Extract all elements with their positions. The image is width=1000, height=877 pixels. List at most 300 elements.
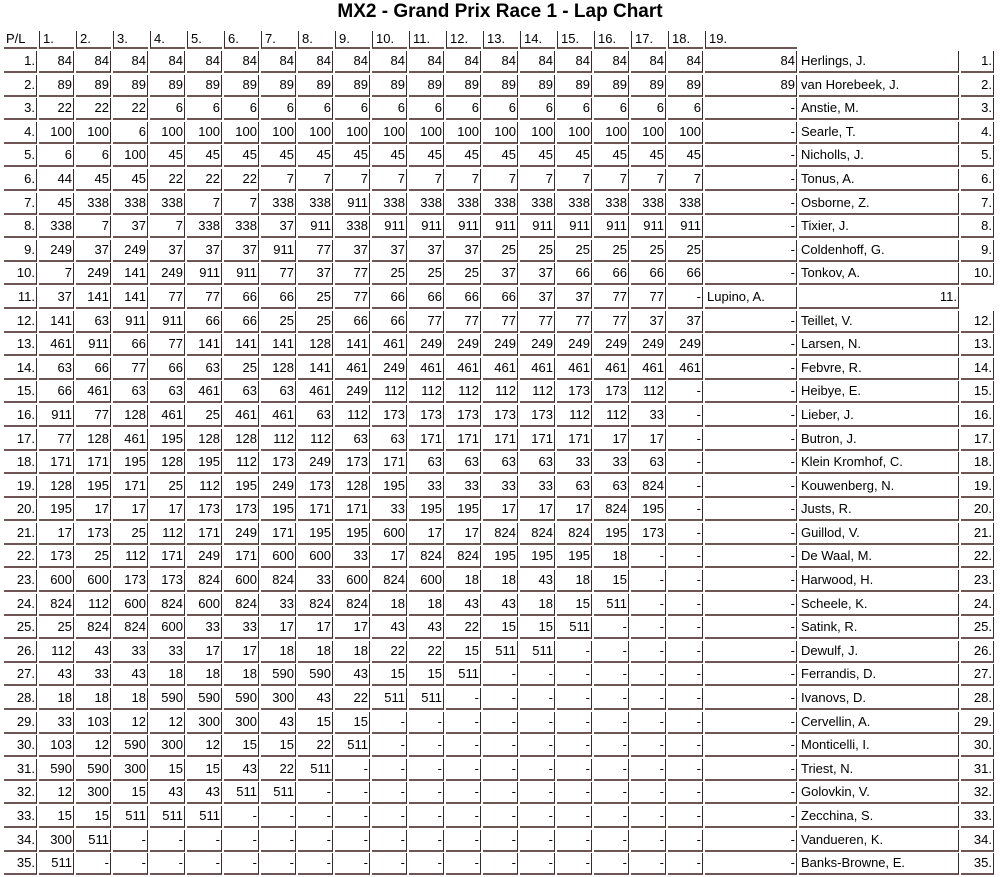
lap-cell: 33 bbox=[446, 476, 481, 498]
lap-cell: 195 bbox=[261, 499, 296, 521]
lap-cell: - bbox=[298, 853, 333, 875]
lap-cell: 45 bbox=[483, 145, 518, 167]
lap-cell: 173 bbox=[150, 570, 185, 592]
lap-cell: 195 bbox=[76, 476, 111, 498]
lap-cell: 338 bbox=[298, 193, 333, 215]
table-row bbox=[4, 145, 996, 169]
lap-cell: 63 bbox=[594, 476, 629, 498]
lap-cell: 45 bbox=[668, 145, 703, 167]
table-row bbox=[4, 263, 996, 287]
lap-cell: - bbox=[631, 853, 666, 875]
lap-cell: 17 bbox=[298, 617, 333, 639]
lap-cell: - bbox=[483, 853, 518, 875]
rider-name: Ivanovs, D. bbox=[799, 688, 959, 710]
lap-cell: 77 bbox=[113, 358, 148, 380]
position-label: 33. bbox=[4, 806, 37, 828]
lap-cell: 824 bbox=[372, 570, 407, 592]
lap-cell: - bbox=[705, 122, 797, 144]
lap-cell: - bbox=[705, 546, 797, 568]
table-body bbox=[4, 51, 996, 877]
lap-cell: 600 bbox=[409, 570, 444, 592]
lap-cell: 141 bbox=[76, 287, 111, 309]
lap-cell: - bbox=[483, 712, 518, 734]
lap-cell: 195 bbox=[372, 476, 407, 498]
lap-cell: 12 bbox=[150, 712, 185, 734]
lap-cell: - bbox=[446, 806, 481, 828]
lap-cell: 18 bbox=[187, 664, 222, 686]
position-label: 27. bbox=[4, 664, 37, 686]
lap-cell: 195 bbox=[39, 499, 74, 521]
lap-cell: - bbox=[631, 712, 666, 734]
lap-cell: 12 bbox=[39, 782, 74, 804]
lap-cell: 590 bbox=[187, 688, 222, 710]
lap-cell: 89 bbox=[113, 75, 148, 97]
lap-cell: 171 bbox=[261, 523, 296, 545]
lap-cell: 17 bbox=[409, 523, 444, 545]
lap-cell: 249 bbox=[594, 334, 629, 356]
lap-cell: 89 bbox=[705, 75, 797, 97]
lap-cell: 112 bbox=[187, 476, 222, 498]
lap-cell: 249 bbox=[335, 381, 370, 403]
lap-cell: - bbox=[705, 263, 797, 285]
header-lap-6: 6. bbox=[224, 31, 259, 49]
lap-cell: 300 bbox=[187, 712, 222, 734]
lap-cell: 128 bbox=[298, 334, 333, 356]
table-row bbox=[4, 806, 996, 830]
position-label: 28. bbox=[4, 688, 37, 710]
lap-cell: - bbox=[705, 145, 797, 167]
lap-cell: 84 bbox=[39, 51, 74, 73]
lap-cell: 911 bbox=[631, 216, 666, 238]
lap-cell: 66 bbox=[113, 334, 148, 356]
final-position: 14. bbox=[961, 358, 994, 380]
lap-cell: - bbox=[446, 688, 481, 710]
final-position: 13. bbox=[961, 334, 994, 356]
lap-cell: 43 bbox=[113, 664, 148, 686]
lap-cell: 77 bbox=[150, 287, 185, 309]
lap-cell: 461 bbox=[668, 358, 703, 380]
lap-cell: 33 bbox=[187, 617, 222, 639]
lap-cell: 6 bbox=[298, 98, 333, 120]
position-label: 20. bbox=[4, 499, 37, 521]
lap-cell: 43 bbox=[39, 664, 74, 686]
lap-cell: 300 bbox=[76, 782, 111, 804]
lap-cell: 7 bbox=[668, 169, 703, 191]
table-row bbox=[4, 75, 996, 99]
lap-cell: 6 bbox=[150, 98, 185, 120]
lap-cell: 600 bbox=[39, 570, 74, 592]
position-label: 22. bbox=[4, 546, 37, 568]
lap-cell: 89 bbox=[76, 75, 111, 97]
lap-cell: 338 bbox=[557, 193, 592, 215]
lap-cell: 6 bbox=[372, 98, 407, 120]
lap-cell: - bbox=[520, 853, 555, 875]
lap-cell: 100 bbox=[76, 122, 111, 144]
lap-cell: 77 bbox=[187, 287, 222, 309]
lap-cell: 18 bbox=[76, 688, 111, 710]
position-label: 8. bbox=[4, 216, 37, 238]
lap-cell: - bbox=[594, 712, 629, 734]
lap-cell: 112 bbox=[335, 405, 370, 427]
header-lap-1: 1. bbox=[39, 31, 74, 49]
lap-cell: 33 bbox=[39, 712, 74, 734]
lap-cell: 911 bbox=[298, 216, 333, 238]
lap-cell: 100 bbox=[39, 122, 74, 144]
lap-cell: 17 bbox=[113, 499, 148, 521]
lap-cell: 25 bbox=[372, 263, 407, 285]
lap-cell: 824 bbox=[76, 617, 111, 639]
rider-name: Klein Kromhof, C. bbox=[799, 452, 959, 474]
rider-name: Heibye, E. bbox=[799, 381, 959, 403]
lap-cell: 45 bbox=[298, 145, 333, 167]
lap-cell: 66 bbox=[557, 263, 592, 285]
lap-cell: 511 bbox=[187, 806, 222, 828]
rider-name: Anstie, M. bbox=[799, 98, 959, 120]
lap-cell: 249 bbox=[224, 523, 259, 545]
position-label: 21. bbox=[4, 523, 37, 545]
lap-cell: 824 bbox=[446, 546, 481, 568]
lap-cell: - bbox=[668, 570, 703, 592]
header-row bbox=[4, 31, 996, 51]
lap-chart-table bbox=[4, 31, 996, 877]
lap-cell: 25 bbox=[150, 476, 185, 498]
lap-cell: - bbox=[557, 712, 592, 734]
lap-cell: 112 bbox=[594, 405, 629, 427]
lap-cell: 173 bbox=[631, 523, 666, 545]
lap-cell: 15 bbox=[261, 735, 296, 757]
final-position: 22. bbox=[961, 546, 994, 568]
lap-cell: 18 bbox=[261, 641, 296, 663]
header-lap-19: 19. bbox=[705, 31, 797, 49]
lap-cell: 84 bbox=[372, 51, 407, 73]
lap-cell: - bbox=[668, 735, 703, 757]
lap-cell: 84 bbox=[224, 51, 259, 73]
position-label: 15. bbox=[4, 381, 37, 403]
position-label: 29. bbox=[4, 712, 37, 734]
lap-cell: - bbox=[224, 853, 259, 875]
lap-cell: 37 bbox=[446, 240, 481, 262]
lap-cell: 590 bbox=[150, 688, 185, 710]
lap-cell: - bbox=[520, 688, 555, 710]
lap-cell: 141 bbox=[113, 287, 148, 309]
lap-cell: 22 bbox=[224, 169, 259, 191]
lap-cell: 84 bbox=[557, 51, 592, 73]
lap-cell: - bbox=[372, 712, 407, 734]
lap-cell: - bbox=[668, 853, 703, 875]
lap-cell: 15 bbox=[150, 759, 185, 781]
lap-cell: 511 bbox=[113, 806, 148, 828]
rider-name: Kouwenberg, N. bbox=[799, 476, 959, 498]
rider-name: Herlings, J. bbox=[799, 51, 959, 73]
lap-cell: 89 bbox=[39, 75, 74, 97]
lap-cell: 22 bbox=[298, 735, 333, 757]
rider-name: Golovkin, V. bbox=[799, 782, 959, 804]
lap-cell: 100 bbox=[668, 122, 703, 144]
table-row bbox=[4, 499, 996, 523]
lap-cell: - bbox=[631, 570, 666, 592]
lap-cell: 173 bbox=[76, 523, 111, 545]
position-label: 35. bbox=[4, 853, 37, 875]
lap-cell: - bbox=[705, 830, 797, 852]
table-row bbox=[4, 546, 996, 570]
lap-cell: - bbox=[668, 617, 703, 639]
lap-cell: - bbox=[594, 759, 629, 781]
rider-name: Febvre, R. bbox=[799, 358, 959, 380]
lap-cell: 511 bbox=[372, 688, 407, 710]
lap-cell: 84 bbox=[187, 51, 222, 73]
lap-cell: 173 bbox=[557, 381, 592, 403]
lap-cell: - bbox=[298, 830, 333, 852]
lap-cell: 300 bbox=[113, 759, 148, 781]
lap-cell: 43 bbox=[224, 759, 259, 781]
lap-cell: 25 bbox=[520, 240, 555, 262]
lap-cell: 141 bbox=[261, 334, 296, 356]
lap-cell: 63 bbox=[76, 311, 111, 333]
lap-cell: 6 bbox=[557, 98, 592, 120]
lap-cell: 249 bbox=[113, 240, 148, 262]
lap-cell: - bbox=[150, 853, 185, 875]
lap-cell: - bbox=[483, 759, 518, 781]
rider-name: Tonus, A. bbox=[799, 169, 959, 191]
lap-cell: 461 bbox=[446, 358, 481, 380]
lap-cell: 89 bbox=[520, 75, 555, 97]
lap-cell: 461 bbox=[631, 358, 666, 380]
lap-cell: 66 bbox=[224, 287, 259, 309]
lap-cell: 7 bbox=[594, 169, 629, 191]
lap-cell: 173 bbox=[298, 476, 333, 498]
lap-cell: 112 bbox=[113, 546, 148, 568]
table-row bbox=[4, 381, 996, 405]
lap-cell: - bbox=[631, 641, 666, 663]
lap-cell: 18 bbox=[409, 594, 444, 616]
lap-cell: 33 bbox=[483, 476, 518, 498]
lap-cell: - bbox=[594, 641, 629, 663]
lap-cell: 77 bbox=[557, 311, 592, 333]
lap-cell: 338 bbox=[483, 193, 518, 215]
final-position: 1. bbox=[961, 51, 994, 73]
lap-cell: 89 bbox=[631, 75, 666, 97]
lap-cell: - bbox=[631, 594, 666, 616]
lap-cell: - bbox=[409, 712, 444, 734]
final-position: 2. bbox=[961, 75, 994, 97]
lap-cell: 66 bbox=[372, 311, 407, 333]
lap-cell: 84 bbox=[261, 51, 296, 73]
lap-cell: 89 bbox=[150, 75, 185, 97]
lap-cell: 7 bbox=[261, 169, 296, 191]
lap-cell: - bbox=[705, 712, 797, 734]
final-position: 16. bbox=[961, 405, 994, 427]
lap-cell: 173 bbox=[372, 405, 407, 427]
lap-cell: 25 bbox=[631, 240, 666, 262]
lap-cell: 89 bbox=[446, 75, 481, 97]
lap-cell: 25 bbox=[557, 240, 592, 262]
lap-cell: - bbox=[261, 806, 296, 828]
position-label: 14. bbox=[4, 358, 37, 380]
lap-cell: 171 bbox=[150, 546, 185, 568]
lap-cell: - bbox=[557, 782, 592, 804]
final-position: 35. bbox=[961, 853, 994, 875]
position-label: 5. bbox=[4, 145, 37, 167]
lap-cell: 22 bbox=[113, 98, 148, 120]
lap-cell: 338 bbox=[631, 193, 666, 215]
lap-cell: - bbox=[668, 664, 703, 686]
lap-cell: 7 bbox=[409, 169, 444, 191]
lap-cell: 63 bbox=[520, 452, 555, 474]
lap-cell: 66 bbox=[631, 263, 666, 285]
lap-cell: - bbox=[372, 782, 407, 804]
lap-cell: 461 bbox=[483, 358, 518, 380]
lap-cell: - bbox=[520, 735, 555, 757]
lap-cell: - bbox=[705, 216, 797, 238]
lap-cell: 33 bbox=[335, 546, 370, 568]
rider-name: Vandueren, K. bbox=[799, 830, 959, 852]
rider-name: Dewulf, J. bbox=[799, 641, 959, 663]
lap-cell: 173 bbox=[335, 452, 370, 474]
lap-cell: - bbox=[705, 358, 797, 380]
lap-cell: 66 bbox=[409, 287, 444, 309]
lap-cell: 25 bbox=[446, 263, 481, 285]
lap-cell: 37 bbox=[631, 311, 666, 333]
lap-cell: 173 bbox=[113, 570, 148, 592]
lap-cell: 89 bbox=[187, 75, 222, 97]
final-position: 9. bbox=[961, 240, 994, 262]
lap-cell: 173 bbox=[39, 546, 74, 568]
lap-cell: 249 bbox=[446, 334, 481, 356]
lap-cell: 7 bbox=[557, 169, 592, 191]
lap-cell: 173 bbox=[224, 499, 259, 521]
rider-name: Tixier, J. bbox=[799, 216, 959, 238]
position-label: 9. bbox=[4, 240, 37, 262]
final-position: 5. bbox=[961, 145, 994, 167]
lap-cell: 18 bbox=[224, 664, 259, 686]
lap-cell: 63 bbox=[224, 381, 259, 403]
rider-name: Scheele, K. bbox=[799, 594, 959, 616]
final-position: 30. bbox=[961, 735, 994, 757]
lap-cell: 100 bbox=[594, 122, 629, 144]
final-position: 6. bbox=[961, 169, 994, 191]
lap-cell: 511 bbox=[446, 664, 481, 686]
lap-cell: - bbox=[372, 735, 407, 757]
position-label: 4. bbox=[4, 122, 37, 144]
table-row bbox=[4, 358, 996, 382]
lap-cell: 15 bbox=[446, 641, 481, 663]
lap-cell: 17 bbox=[187, 641, 222, 663]
lap-cell: 338 bbox=[335, 216, 370, 238]
position-label: 11. bbox=[4, 287, 37, 309]
lap-cell: 37 bbox=[113, 216, 148, 238]
lap-cell: 824 bbox=[39, 594, 74, 616]
lap-cell: 112 bbox=[150, 523, 185, 545]
lap-cell: - bbox=[705, 853, 797, 875]
lap-cell: 461 bbox=[113, 429, 148, 451]
lap-cell: 43 bbox=[372, 617, 407, 639]
lap-cell: 824 bbox=[335, 594, 370, 616]
lap-cell: 824 bbox=[557, 523, 592, 545]
position-label: 25. bbox=[4, 617, 37, 639]
lap-cell: 63 bbox=[631, 452, 666, 474]
rider-name: Monticelli, I. bbox=[799, 735, 959, 757]
lap-cell: 112 bbox=[372, 381, 407, 403]
lap-cell: 195 bbox=[298, 523, 333, 545]
rider-name: Butron, J. bbox=[799, 429, 959, 451]
lap-cell: 7 bbox=[520, 169, 555, 191]
final-position: 12. bbox=[961, 311, 994, 333]
lap-cell: 6 bbox=[409, 98, 444, 120]
lap-cell: 249 bbox=[39, 240, 74, 262]
lap-cell: 33 bbox=[261, 594, 296, 616]
table-row bbox=[4, 735, 996, 759]
lap-cell: 824 bbox=[224, 594, 259, 616]
lap-cell: 100 bbox=[298, 122, 333, 144]
lap-cell: 511 bbox=[409, 688, 444, 710]
lap-cell: - bbox=[557, 830, 592, 852]
lap-cell: 37 bbox=[520, 287, 555, 309]
lap-cell: 77 bbox=[298, 240, 333, 262]
lap-cell: 511 bbox=[557, 617, 592, 639]
lap-cell: 15 bbox=[224, 735, 259, 757]
lap-cell: 461 bbox=[261, 405, 296, 427]
lap-cell: - bbox=[705, 169, 797, 191]
table-row bbox=[4, 830, 996, 854]
lap-cell: 84 bbox=[594, 51, 629, 73]
lap-cell: 461 bbox=[187, 381, 222, 403]
final-position: 15. bbox=[961, 381, 994, 403]
lap-cell: 911 bbox=[520, 216, 555, 238]
lap-cell: - bbox=[668, 452, 703, 474]
lap-cell: - bbox=[705, 381, 797, 403]
lap-cell: 17 bbox=[446, 523, 481, 545]
header-lap-14: 14. bbox=[520, 31, 555, 49]
lap-cell: 15 bbox=[483, 617, 518, 639]
position-label: 2. bbox=[4, 75, 37, 97]
rider-name: Lieber, J. bbox=[799, 405, 959, 427]
lap-cell: 112 bbox=[298, 429, 333, 451]
lap-cell: 45 bbox=[261, 145, 296, 167]
lap-cell: 511 bbox=[224, 782, 259, 804]
lap-cell: 6 bbox=[631, 98, 666, 120]
lap-cell: 22 bbox=[76, 98, 111, 120]
lap-cell: 171 bbox=[39, 452, 74, 474]
lap-cell: 511 bbox=[483, 641, 518, 663]
lap-cell: - bbox=[668, 499, 703, 521]
lap-cell: - bbox=[409, 759, 444, 781]
lap-cell: - bbox=[446, 759, 481, 781]
lap-cell: 600 bbox=[224, 570, 259, 592]
lap-cell: 84 bbox=[705, 51, 797, 73]
lap-cell: - bbox=[668, 429, 703, 451]
table-row bbox=[4, 664, 996, 688]
lap-cell: 590 bbox=[39, 759, 74, 781]
lap-cell: 22 bbox=[150, 169, 185, 191]
lap-cell: 911 bbox=[557, 216, 592, 238]
rider-name: Coldenhoff, G. bbox=[799, 240, 959, 262]
lap-cell: 17 bbox=[335, 617, 370, 639]
lap-cell: 195 bbox=[187, 452, 222, 474]
lap-cell: 25 bbox=[224, 358, 259, 380]
lap-cell: 17 bbox=[76, 499, 111, 521]
lap-cell: 63 bbox=[446, 452, 481, 474]
lap-cell: - bbox=[631, 546, 666, 568]
position-label: 12. bbox=[4, 311, 37, 333]
lap-cell: 43 bbox=[298, 688, 333, 710]
lap-cell: 37 bbox=[520, 263, 555, 285]
rider-name: Lupino, A. bbox=[705, 287, 797, 309]
lap-cell: 195 bbox=[520, 546, 555, 568]
lap-cell: 77 bbox=[594, 311, 629, 333]
lap-cell: 33 bbox=[76, 664, 111, 686]
lap-cell: 112 bbox=[557, 405, 592, 427]
lap-cell: 112 bbox=[520, 381, 555, 403]
